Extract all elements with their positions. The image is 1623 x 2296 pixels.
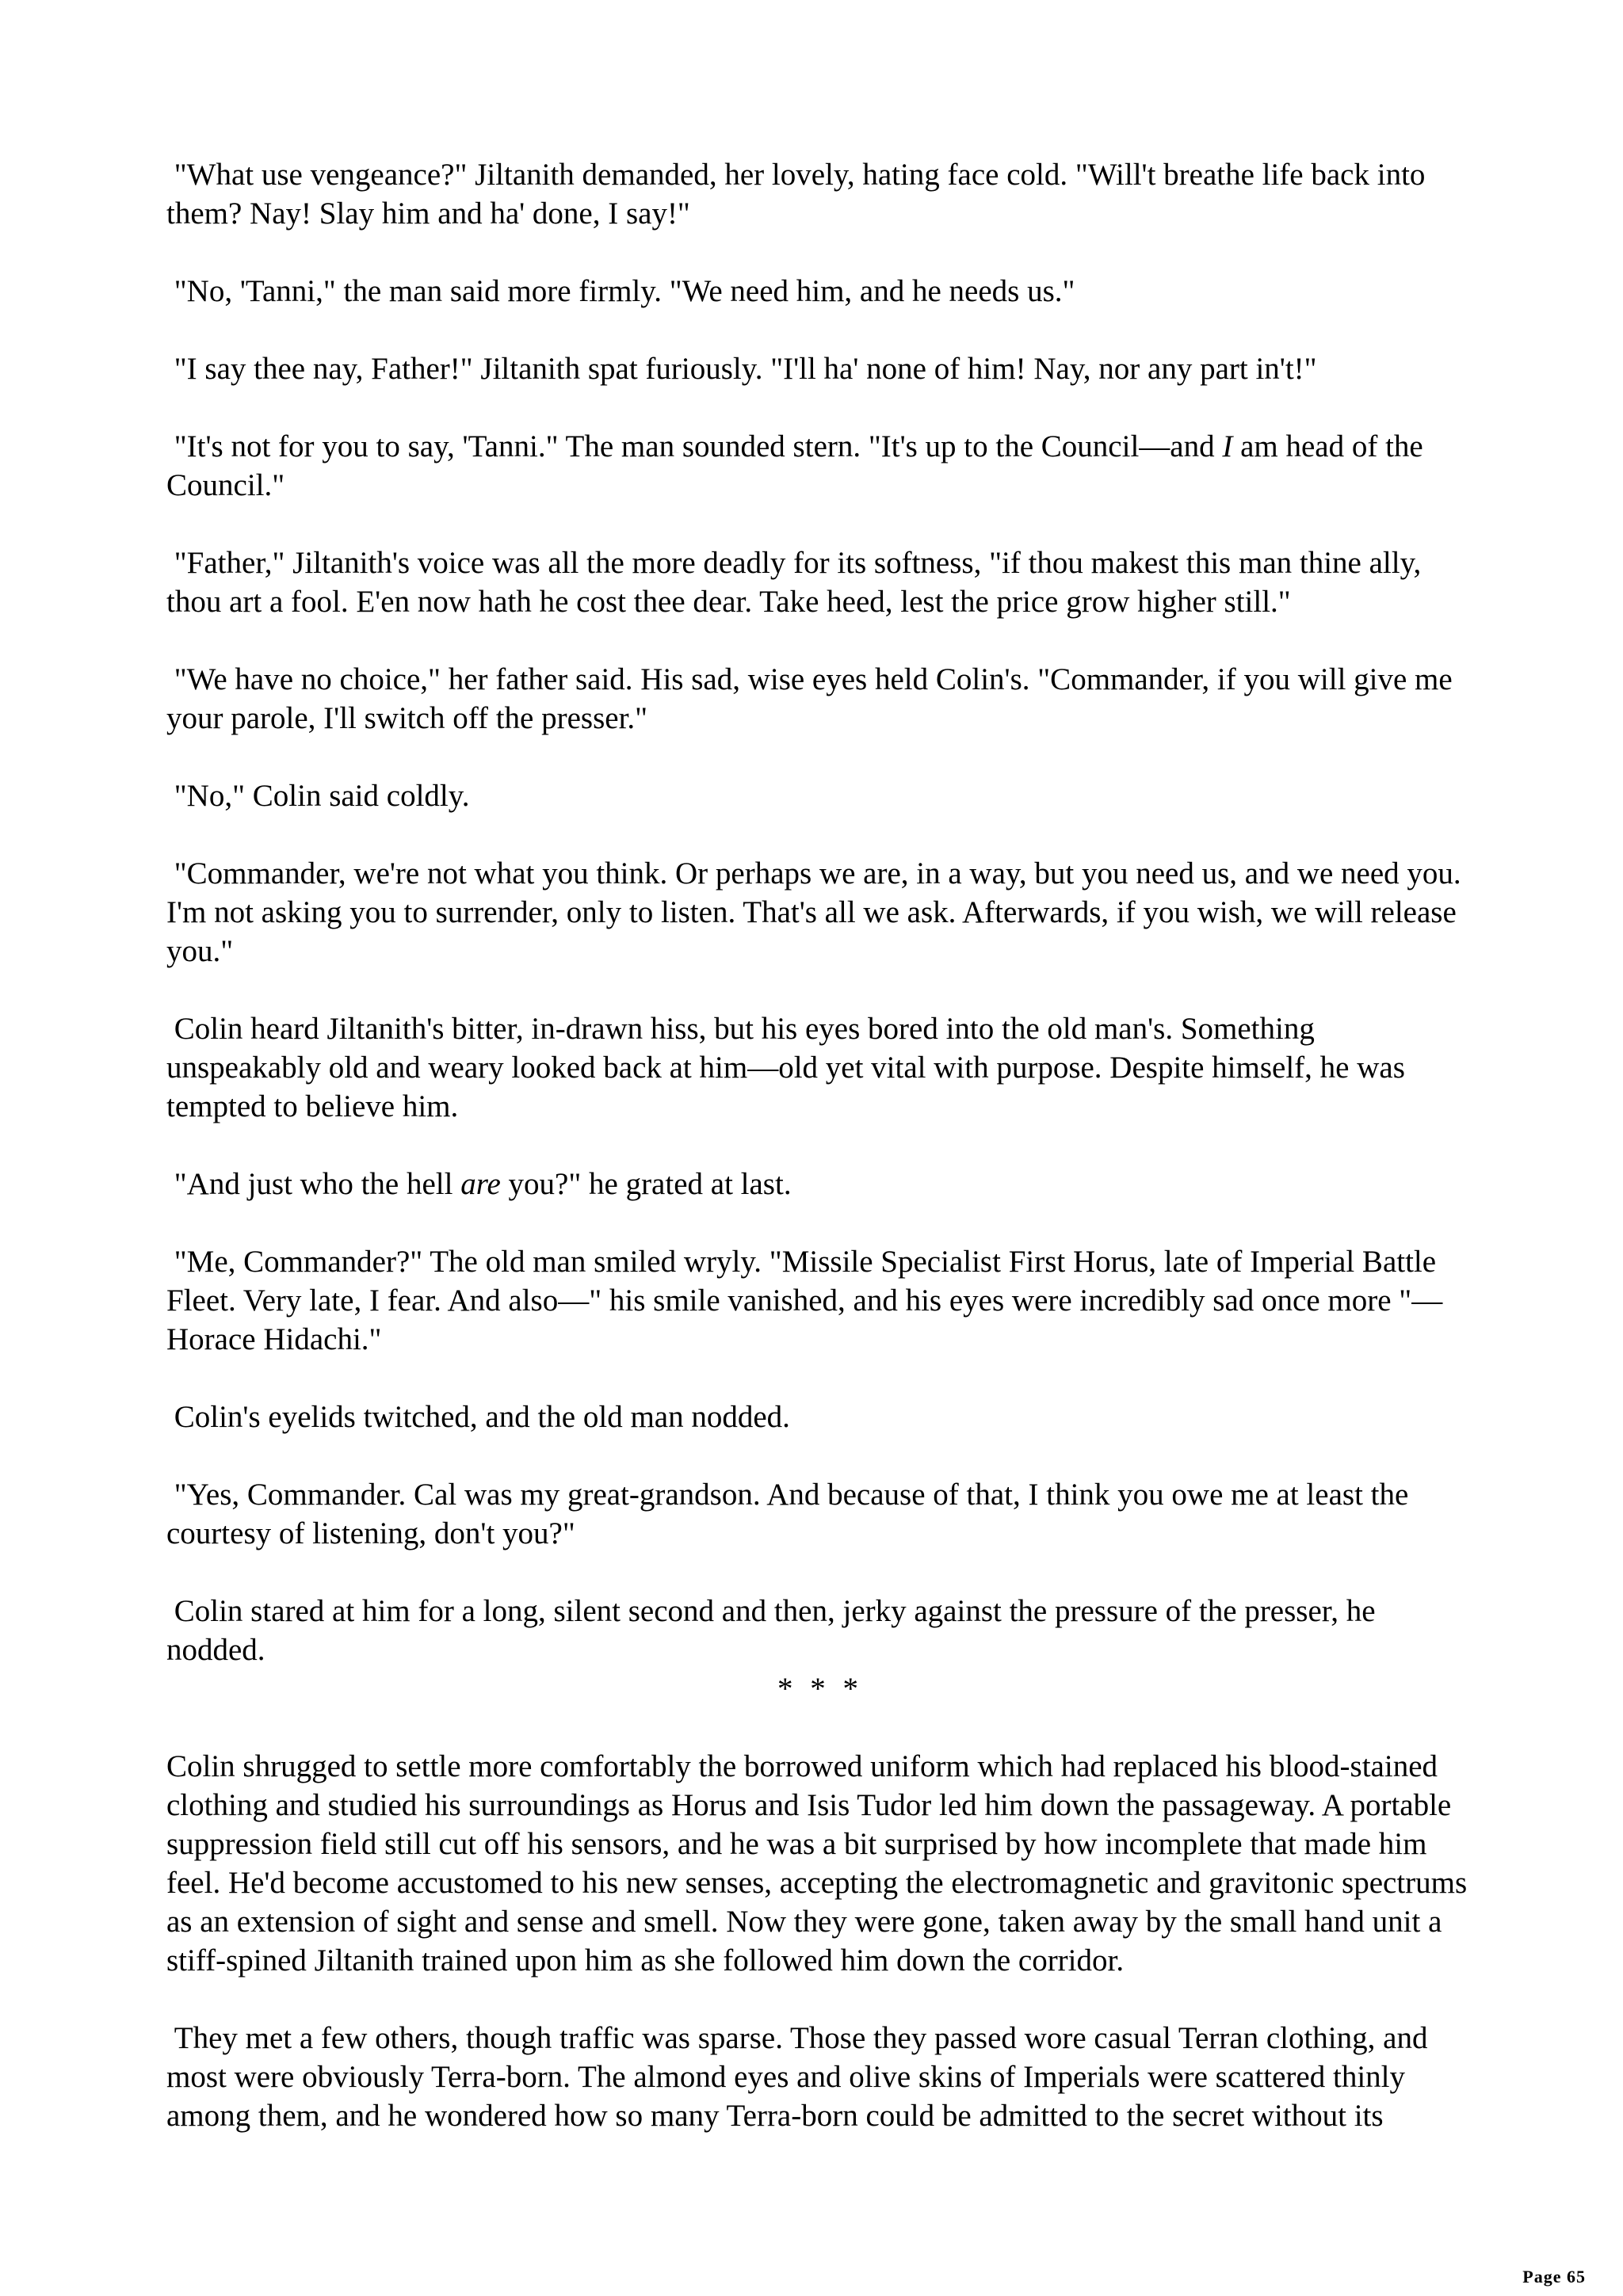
paragraph-11: "Me, Commander?" The old man smiled wryly. "Missile Specialist First Horus, late of Imperial Battle Fleet. Very late, I fear. And also—" his smile vanished, and his eyes were incredibly sad once more "—Horace Hidachi." (166, 1245, 1443, 1356)
paragraph-12: Colin's eyelids twitched, and the old man nodded. (174, 1400, 790, 1434)
paragraph-14: Colin stared at him for a long, silent second and then, jerky against the pressure of the presser, he nodded. (166, 1594, 1376, 1667)
paragraph-4-text-a: "It's not for you to say, 'Tanni." The man sounded stern. "It's up to the Council—and (174, 429, 1223, 463)
scene-break: * * * (777, 1672, 863, 1706)
paragraph-5: "Father," Jiltanith's voice was all the more deadly for its softness, "if thou makest this man thine ally, thou art a fool. E'en now hath he cost thee dear. Take heed, lest the price grow higher still." (166, 546, 1422, 619)
paragraph-10 (166, 1165, 1474, 1203)
paragraph-4-emphasis: I (1222, 429, 1233, 463)
paragraph-1: "What use vengeance?" Jiltanith demanded, her lovely, hating face cold. "Will't breathe life back into them? Nay! Slay him and ha' done, I say!" (166, 158, 1426, 231)
paragraph-10-text-a: "And just who the hell (174, 1167, 461, 1201)
paragraph-4 (166, 427, 1474, 505)
page-body (166, 155, 1474, 2174)
paragraph-8: "Commander, we're not what you think. Or perhaps we are, in a way, but you need us, and we need you. I'm not asking you to surrender, only to listen. That's all we ask. Afterwards, if you wish, we will release you." (166, 856, 1461, 968)
paragraph-10-emphasis: are (460, 1167, 501, 1201)
paragraph-10-text-b: you?" he grated at last. (500, 1167, 792, 1201)
paragraph-9: Colin heard Jiltanith's bitter, in-drawn hiss, but his eyes bored into the old man's. Something unspeakably old and weary looked back at him—old yet vital with purpose. Despite himself, he was tempted to believe him. (166, 1012, 1405, 1123)
paragraph-3: "I say thee nay, Father!" Jiltanith spat furiously. "I'll ha' none of him! Nay, nor any part in't!" (174, 352, 1317, 386)
paragraph-2: "No, 'Tanni," the man said more firmly. "We need him, and he needs us." (174, 274, 1075, 308)
page-number: Page 65 (1522, 2267, 1586, 2286)
paragraph-15: Colin shrugged to settle more comfortably the borrowed uniform which had replaced his blood-stained clothing and studied his surroundings as Horus and Isis Tudor led him down the passageway. A portable suppression field still cut off his sensors, and he was a bit surprised by how incomplete that made him feel. He'd become accustomed to his new senses, accepting the electromagnetic and gravitonic spectrums as an extension of sight and sense and smell. Now they were gone, taken away by the small hand unit a stiff-spined Jiltanith trained upon him as she followed him down the corridor. (166, 1749, 1468, 1978)
paragraph-6: "We have no choice," her father said. His sad, wise eyes held Colin's. "Commander, if you will give me your parole, I'll switch off the presser." (166, 662, 1453, 735)
paragraph-7: "No," Colin said coldly. (174, 779, 470, 813)
paragraph-13: "Yes, Commander. Cal was my great-grandson. And because of that, I think you owe me at least the courtesy of listening, don't you?" (166, 1478, 1409, 1550)
paragraph-16: They met a few others, though traffic was sparse. Those they passed wore casual Terran clothing, and most were obviously Terra-born. The almond eyes and olive skins of Imperials were scattered thinly among them, and he wondered how so many Terra-born could be admitted to the secret without its (166, 2021, 1428, 2133)
paragraph-4-text-b: am head of the Council." (166, 429, 1423, 502)
